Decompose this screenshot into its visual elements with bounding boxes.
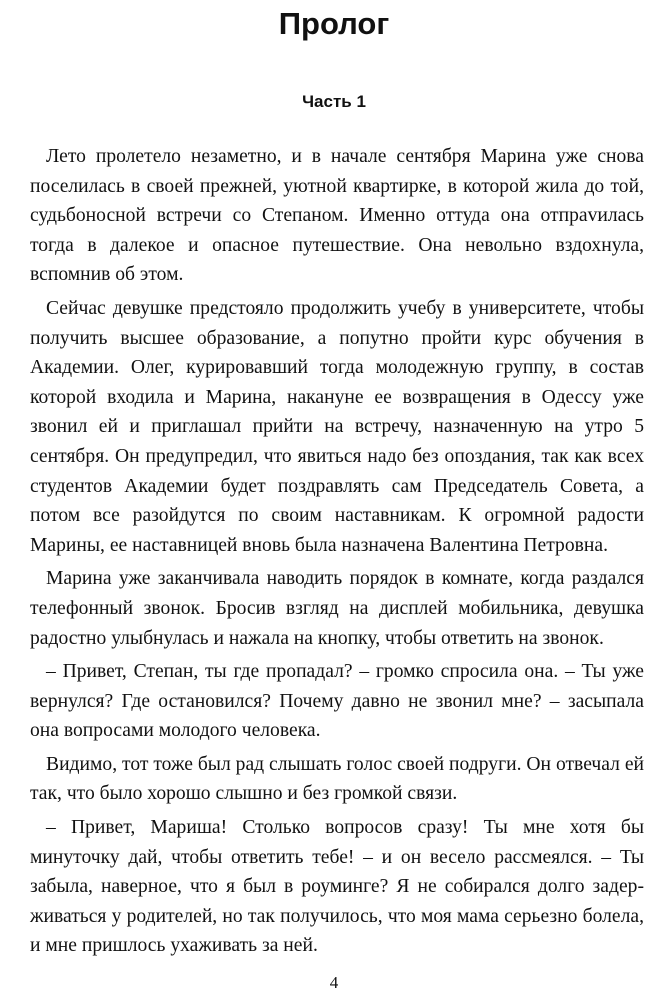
paragraph: Марина уже заканчивала наводить порядок в комнате, когда раздался телефонный звонок. Бросив взгляд на дисплей мобильника, девушка радостно улыбнулась и нажала на кнопку, чтобы ответить на звонок.: [30, 568, 644, 649]
paragraph: – Привет, Мариша! Столько вопросов сразу! Ты мне хотя бы минуточку дай, чтобы ответить тебе! – и он весело рассмеялся. – Ты забыла, наверное, что я был в роуминге? Я не собирался долго задерживаться у родителей, но так получилось, что моя мама серьезно болела, и мне пришлось ухаживать за ней.: [30, 817, 644, 957]
page-number: 4: [329, 973, 339, 992]
body-text: [30, 142, 644, 965]
paragraph: Лето пролетело незаметно, и в начале сентября Марина уже снова поселилась в своей прежней, уютной квартирке, в которой жила до той, судьбоносной встречи со Степаном. Именно оттуда она отпраvилась тогда в далекое и опасное путешествие. Она невольно вздохнула, вспомнив об этом.: [30, 146, 644, 286]
chapter-subtitle: Часть 1: [302, 92, 366, 111]
paragraph: – Привет, Степан, ты где пропадал? – громко спросила она. – Ты уже вернулся? Где остановился? Почему давно не звонил мне? – засыпала она вопросами молодого человека.: [30, 661, 644, 742]
paragraph: Сейчас девушке предстояло продолжить учебу в университете, чтобы получить высшее образование, а попутно пройти курс обучения в Академии. Олег, курировавший тогда молодежную группу, в состав которой входила и Марина, накануне ее возвращения в Одессу уже звонил ей и приглашал прийти на встречу, назначенную на утро 5 сентября. Он предупредил, что явиться надо без опоздания, так как всех студентов Академии будет поздравлять сам Председатель Совета, а потом все разойдутся по своим наставникам. К огромной радости Марины, ее наставницей вновь была назначена Валентина Петровна.: [30, 297, 644, 556]
chapter-title: Пролог: [278, 6, 390, 41]
paragraph: Видимо, тот тоже был рад слышать голос своей подруги. Он отвечал ей так, что было хорошо слышно и без громкой связи.: [30, 753, 644, 805]
